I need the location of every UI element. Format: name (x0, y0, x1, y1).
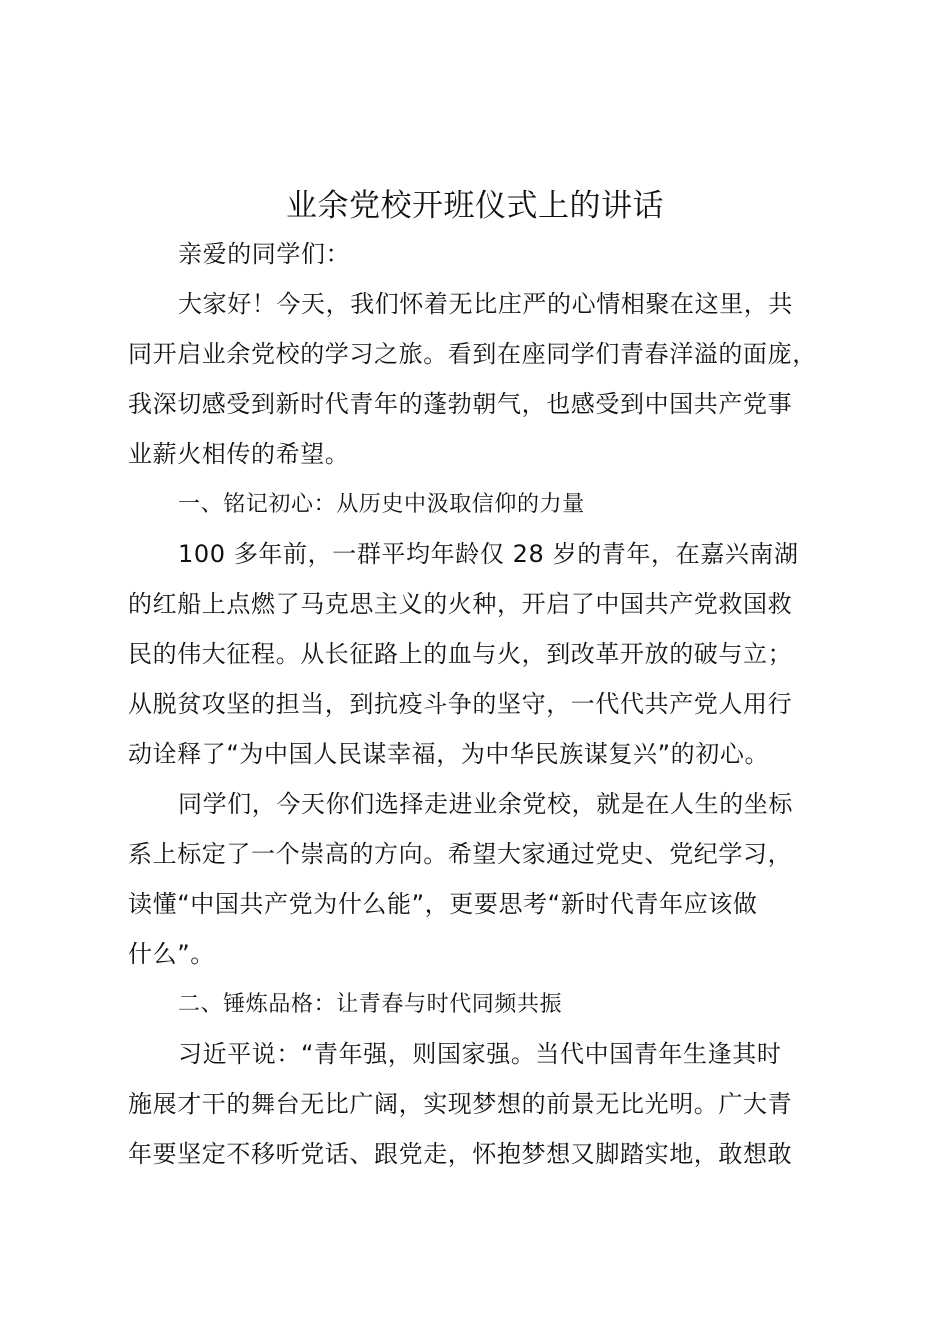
paragraph-line: 的红船上点燃了马克思主义的火种，开启了中国共产党救国救 (128, 590, 793, 618)
paragraph-line: 施展才干的舞台无比广阔，实现梦想的前景无比光明。广大青 (128, 1090, 793, 1118)
paragraph-line: 系上标定了一个崇高的方向。希望大家通过党史、党纪学习， (128, 840, 793, 868)
paragraph-line: 我深切感受到新时代青年的蓬勃朝气，也感受到中国共产党事 (128, 390, 793, 418)
salutation: 亲爱的同学们： (178, 240, 351, 268)
paragraph-line: 100 多年前，一群平均年龄仅 28 岁的青年，在嘉兴南湖 (178, 540, 799, 568)
document-title: 业余党校开班仪式上的讲话 (286, 188, 664, 224)
paragraph-line: 民的伟大征程。从长征路上的血与火，到改革开放的破与立； (128, 640, 793, 668)
paragraph-line: 习近平说：“青年强，则国家强。当代中国青年生逢其时 (178, 1040, 782, 1068)
paragraph-line: 年要坚定不移听党话、跟党走，怀抱梦想又脚踏实地，敢想敢 (128, 1140, 793, 1168)
paragraph-line: 业薪火相传的希望。 (128, 440, 350, 468)
section-heading-2: 二、锤炼品格：让青春与时代同频共振 (178, 992, 563, 1017)
paragraph-line: 同学们，今天你们选择走进业余党校，就是在人生的坐标 (178, 790, 793, 818)
paragraph-line: 大家好！今天，我们怀着无比庄严的心情相聚在这里，共 (178, 290, 793, 318)
paragraph-line: 从脱贫攻坚的担当，到抗疫斗争的坚守，一代代共产党人用行 (128, 690, 793, 718)
paragraph-line: 读懂“中国共产党为什么能”，更要思考“新时代青年应该做 (128, 890, 758, 918)
paragraph-line: 同开启业余党校的学习之旅。看到在座同学们青春洋溢的面庞， (128, 340, 817, 368)
paragraph-line: 动诠释了“为中国人民谋幸福，为中华民族谋复兴”的初心。 (128, 740, 770, 768)
paragraph-line: 什么”。 (128, 940, 215, 968)
section-heading-1: 一、铭记初心：从历史中汲取信仰的力量 (178, 492, 585, 517)
